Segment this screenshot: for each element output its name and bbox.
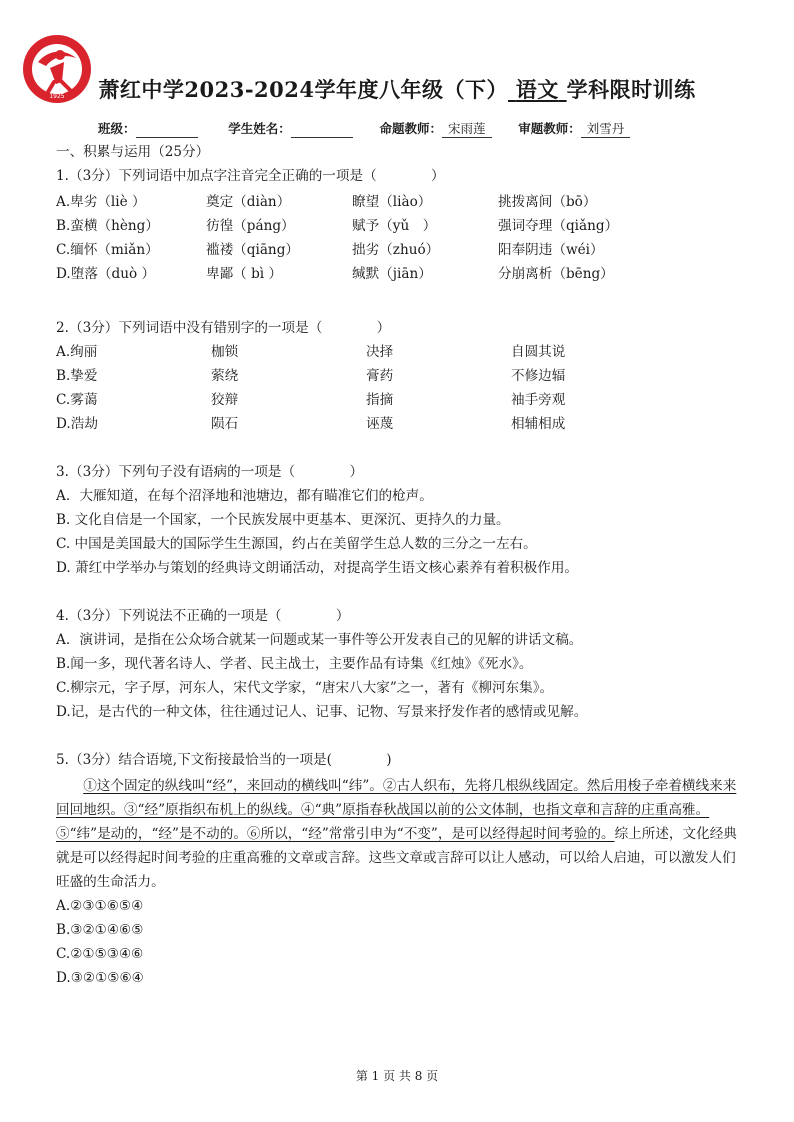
q2-cell: B.挚爱 [56,368,98,384]
q3-option-b: B. 文化自信是一个国家，一个民族发展中更基本、更深沉、更持久的力量。 [56,512,510,528]
q5-option-c: C.②①⑤③④⑥ [56,946,144,962]
reviewer-name: 刘雪丹 [581,119,631,138]
question-1 [56,164,746,286]
exam-info-line [98,119,698,138]
q1-cell: 拙劣（zhuó） [352,242,440,258]
q1-cell: 挑拨离间（bō） [498,194,597,210]
question-3 [56,460,746,580]
q2-cell: 陨石 [211,416,239,432]
q2-cell: 袖手旁观 [511,392,566,408]
class-blank[interactable] [136,124,198,138]
exam-title [0,74,794,104]
question-5 [56,748,746,990]
q1-cell: 赋予（yǔ ） [352,218,437,234]
title-suffix: 学科限时训练 [566,77,696,102]
question-4-stem: 4.（3分）下列说法不正确的一项是（ ） [56,608,350,624]
question-2-stem: 2.（3分）下列词语中没有错别字的一项是（ ） [56,320,391,336]
q1-cell: 瞭望（liào） [352,194,432,210]
q1-cell: 缄默（jiān） [352,266,432,282]
q5-passage-rest: 综上所述，文化经典就是可以经得起时间考验的庄重高雅的文章或言辞。这些文章或言辞可以让人感动，可以给人启迪，可以激发人们旺盛的生命活力。 [56,826,737,890]
q1-cell: A.卑劣（liè ） [56,194,146,210]
q1-cell: D.堕落（duò ） [56,266,156,282]
q2-cell: 不修边辐 [511,368,566,384]
q4-option-b: B.闻一多，现代著名诗人、学者、民主战士，主要作品有诗集《红烛》《死水》。 [56,656,533,672]
q2-cell: C.雾蔼 [56,392,98,408]
q2-cell: D.浩劫 [56,416,98,432]
question-2 [56,316,746,436]
author-label: 命题教师： [379,121,442,136]
question-2-options [56,340,746,436]
question-4 [56,604,746,724]
q2-cell: 指摘 [366,392,394,408]
q4-option-d: D.记，是古代的一种文体，往往通过记人、记事、记物、写景来抒发作者的感情或见解。 [56,704,588,720]
q1-cell: C.缅怀（miǎn） [56,242,159,258]
author-name: 宋雨莲 [442,119,492,138]
title-prefix: 萧红中学2023-2024学年度八年级（下） [98,77,508,102]
q4-option-c: C.柳宗元，字子厚，河东人，宋代文学家，“唐宋八大家”之一，著有《柳河东集》。 [56,680,554,696]
q3-option-d: D. 萧红中学举办与策划的经典诗文朗诵活动，对提高学生语文核心素养有着积极作用。 [56,560,579,576]
q5-option-b: B.③②①④⑥⑤ [56,922,144,938]
student-name-label: 学生姓名： [228,121,291,136]
q1-cell: 褴褛（qiāng） [206,242,299,258]
q3-option-c: C. 中国是美国最大的国际学生生源国，约占在美留学生总人数的三分之一左右。 [56,536,537,552]
title-subject: 语文 [515,77,559,102]
svg-text:1925: 1925 [49,93,65,100]
reviewer-label: 审题教师： [518,121,581,136]
student-name-blank[interactable] [291,124,353,138]
q5-passage [56,774,746,894]
q2-cell: 诬蔑 [366,416,394,432]
class-label: 班级： [98,121,136,136]
q2-cell: 枷锁 [211,344,239,360]
question-5-stem: 5.（3分）结合语境,下文衔接最恰当的一项是( ) [56,752,392,768]
q2-cell: 相辅相成 [511,416,566,432]
q5-passage-underlined: ①这个固定的纵线叫“经”，来回动的横线叫“纬”。②古人织布，先将几根纵线固定。然后用梭子牵着横线来来回回地织。③“经”原指织布机上的纵线。④“典”原指春秋战国以前的公文体制，也指文章和言辞的庄重高雅。⑤“纬”是动的，“经”是不动的。⑥所以，“经”常常引申为“不变”，是可以经得起时间考验的。 [56,778,737,842]
q2-cell: 膏药 [366,368,394,384]
q4-option-a: A．演讲词，是指在公众场合就某一问题或某一事件等公开发表自己的见解的讲话文稿。 [56,632,583,648]
question-1-stem: 1.（3分）下列词语中加点字注音完全正确的一项是（ ） [56,168,445,184]
q1-cell: 分崩离析（bēng） [498,266,614,282]
q2-cell: 萦绕 [211,368,239,384]
question-1-options [56,190,746,286]
q1-cell: 彷徨（páng） [206,218,295,234]
q3-option-a: A．大雁知道，在每个沼泽地和池塘边，都有瞄准它们的枪声。 [56,488,433,504]
q1-cell: 强词夺理（qiǎng） [498,218,619,234]
q5-option-a: A.②③①⑥⑤④ [56,898,144,914]
q5-option-d: D.③②①⑤⑥④ [56,970,144,986]
page-number: 第 1 页 共 8 页 [355,1069,439,1083]
exam-content [56,140,746,990]
q2-cell: 自圆其说 [511,344,566,360]
q1-cell: 卑鄙（ bì ） [206,266,283,282]
q1-cell: 阳奉阴违（wéi） [498,242,604,258]
q1-cell: 奠定（diàn） [206,194,291,210]
section-title: 一、积累与运用（25分） [56,144,210,160]
question-3-stem: 3.（3分）下列句子没有语病的一项是（ ） [56,464,364,480]
q2-cell: 狡辩 [211,392,239,408]
q2-cell: A.绚丽 [56,344,98,360]
q1-cell: B.蛮横（hèng） [56,218,159,234]
q2-cell: 决择 [366,344,394,360]
